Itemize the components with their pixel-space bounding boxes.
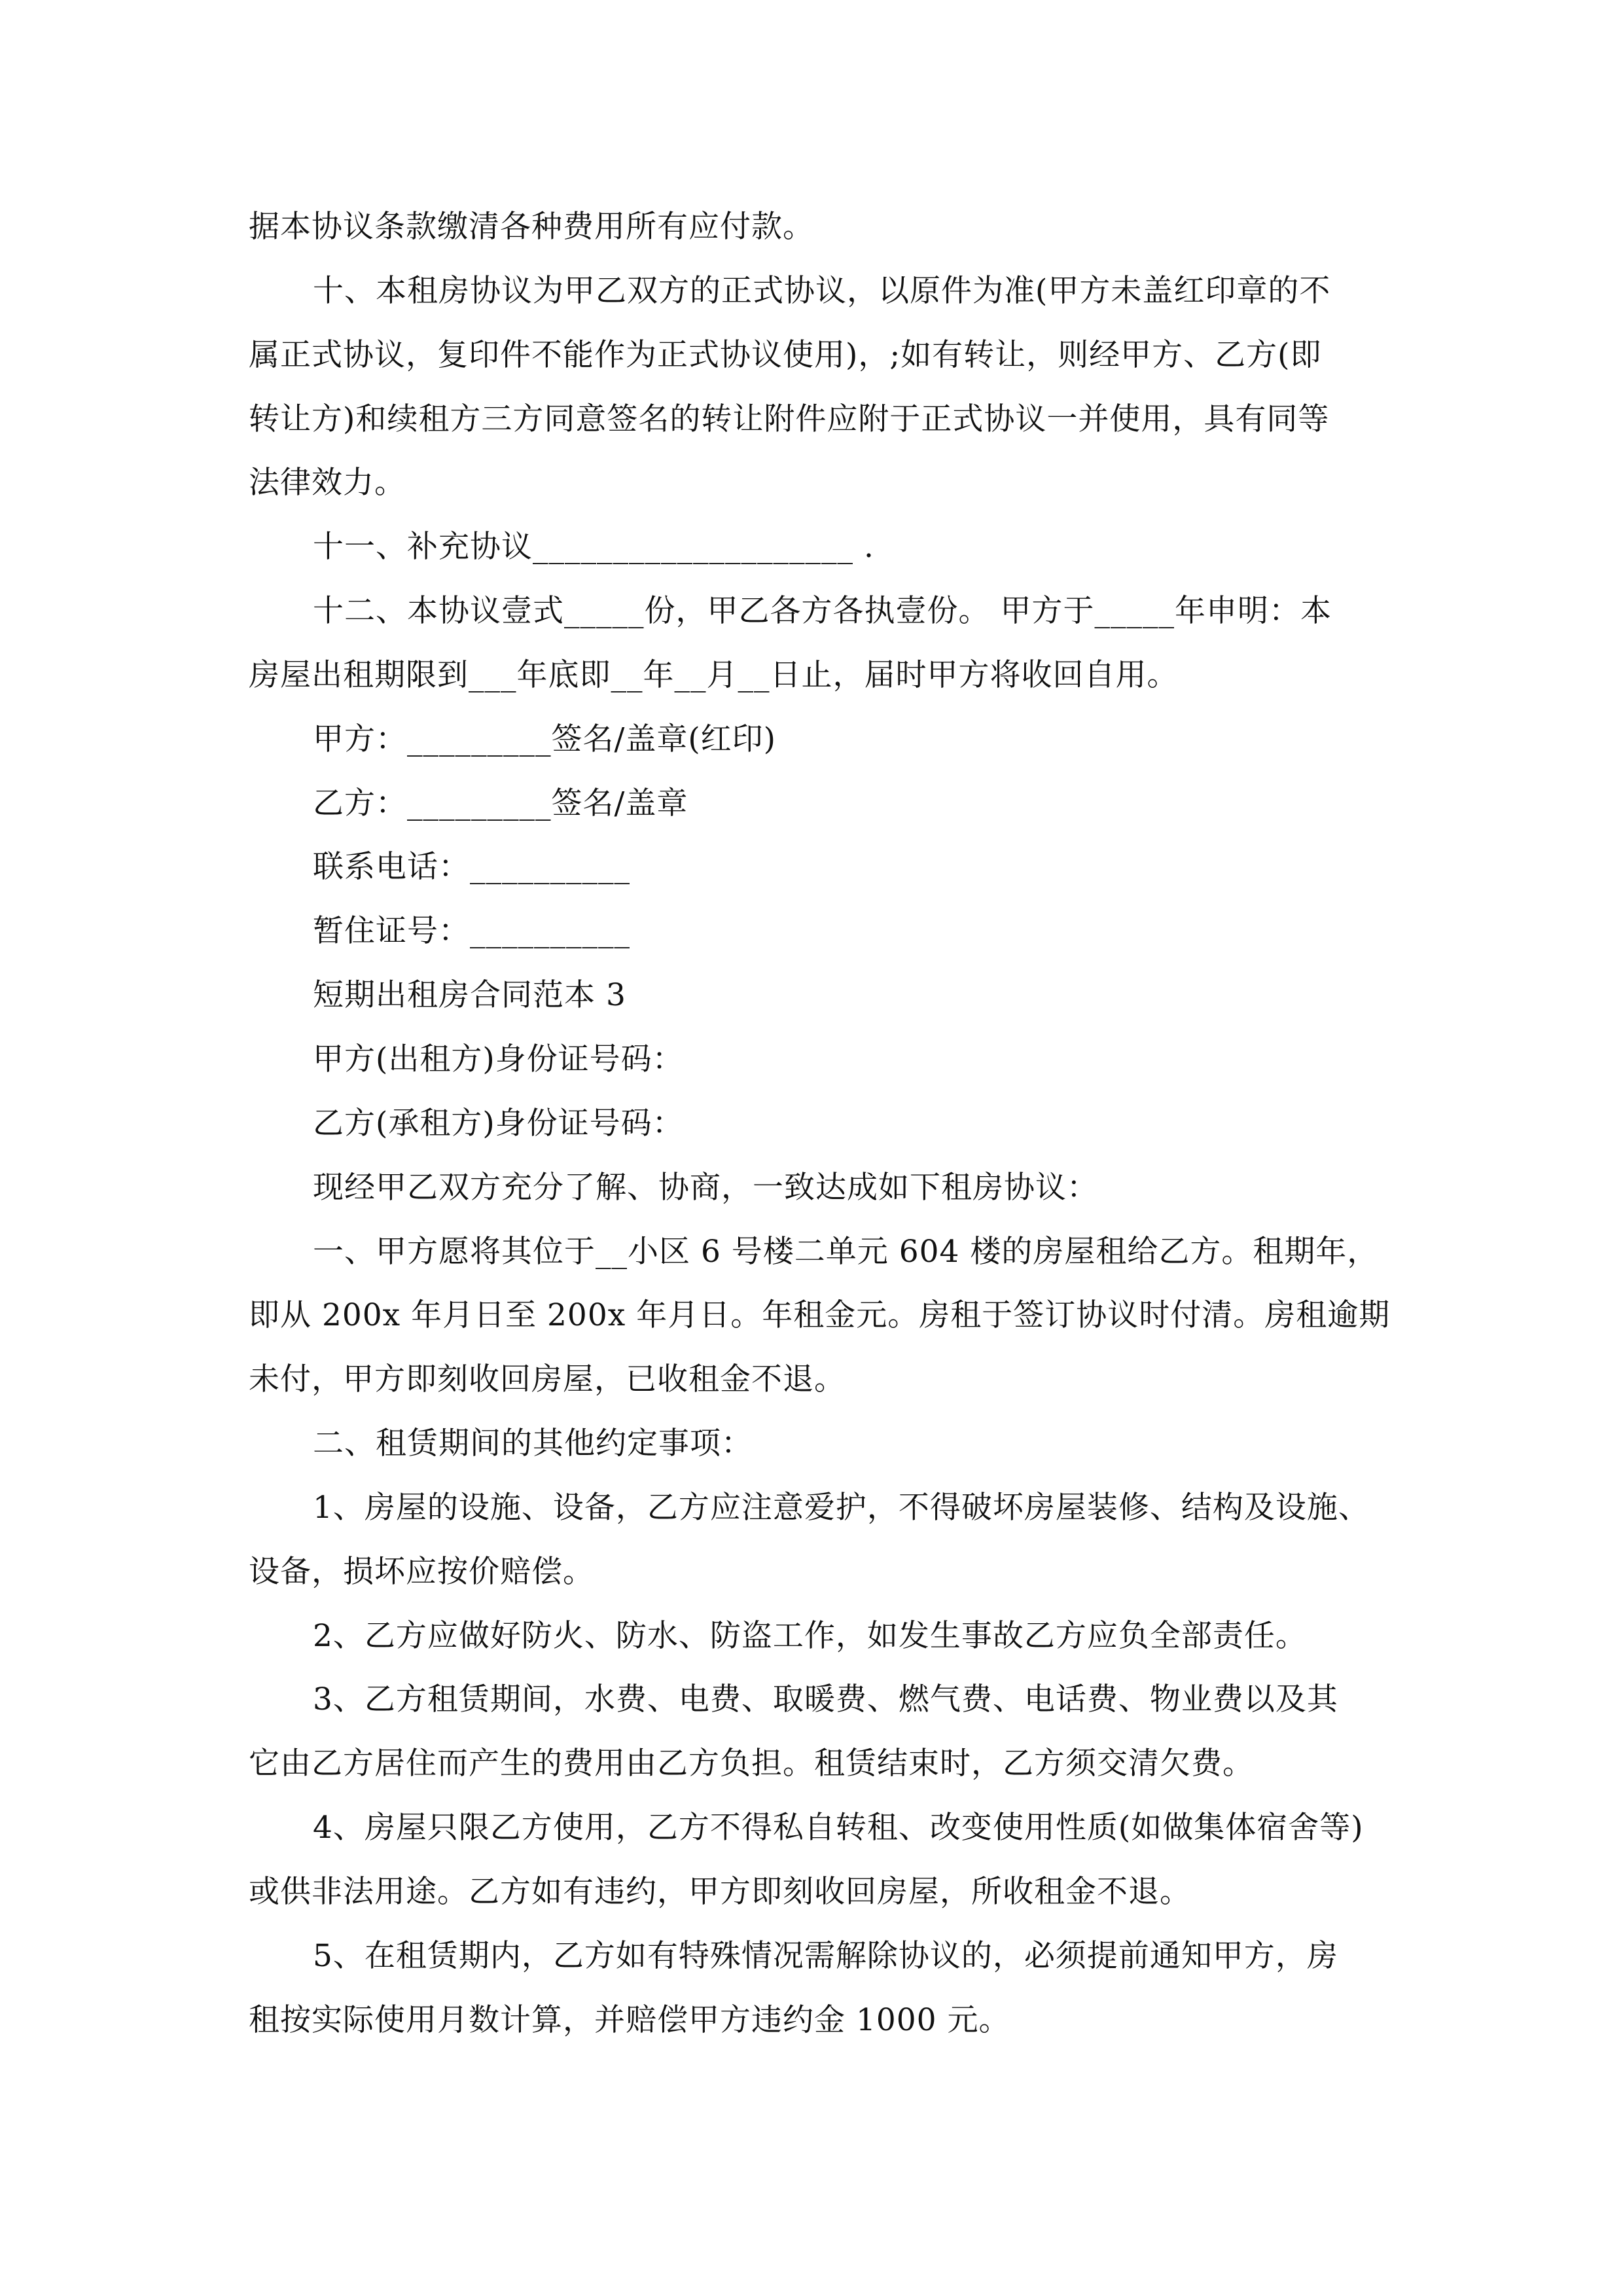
text-line: 它由乙方居住而产生的费用由乙方负担。租赁结束时，乙方须交清欠费。 xyxy=(249,1746,1254,1782)
text-line: 十一、补充协议____________________ . xyxy=(313,529,874,565)
text-line: 或供非法用途。乙方如有违约，甲方即刻收回房屋，所收租金不退。 xyxy=(249,1874,1191,1910)
text-line: 据本协议条款缴清各种费用所有应付款。 xyxy=(249,209,814,245)
text-line: 3、乙方租赁期间，水费、电费、取暖费、燃气费、电话费、物业费以及其 xyxy=(313,1681,1338,1717)
text-line: 即从 200x 年月日至 200x 年月日。年租金元。房租于签订协议时付清。房租逾期 xyxy=(249,1297,1391,1333)
text-line: 甲方(出租方)身份证号码： xyxy=(313,1041,684,1077)
text-line: 十、本租房协议为甲乙双方的正式协议，以原件为准(甲方未盖红印章的不 xyxy=(313,273,1331,309)
text-line: 暂住证号：__________ xyxy=(313,913,630,949)
text-line: 未付，甲方即刻收回房屋，已收租金不退。 xyxy=(249,1361,846,1397)
text-line: 十二、本协议壹式_____份，甲乙各方各执壹份。 甲方于_____年申明：本 xyxy=(313,593,1332,629)
section-heading: 短期出租房合同范本 3 xyxy=(313,977,626,1013)
text-line: 2、乙方应做好防火、防水、防盗工作，如发生事故乙方应负全部责任。 xyxy=(313,1618,1307,1654)
text-line: 联系电话：__________ xyxy=(313,849,630,885)
text-line: 设备，损坏应按价赔偿。 xyxy=(249,1554,594,1590)
text-line: 二、租赁期间的其他约定事项： xyxy=(313,1426,753,1462)
text-line: 一、甲方愿将其位于__小区 6 号楼二单元 604 楼的房屋租给乙方。租期年， xyxy=(313,1234,1379,1270)
text-line: 属正式协议，复印件不能作为正式协议使用)，;如有转让，则经甲方、乙方(即 xyxy=(249,337,1322,373)
text-line: 4、房屋只限乙方使用，乙方不得私自转租、改变使用性质(如做集体宿舍等) xyxy=(313,1810,1364,1846)
text-line: 现经甲乙双方充分了解、协商，一致达成如下租房协议： xyxy=(313,1170,1098,1206)
text-line: 转让方)和续租方三方同意签名的转让附件应附于正式协议一并使用，具有同等 xyxy=(249,401,1330,437)
text-line: 房屋出租期限到___年底即__年__月__日止，届时甲方将收回自用。 xyxy=(249,657,1179,693)
text-line: 乙方：_________签名/盖章 xyxy=(313,785,688,821)
text-line: 乙方(承租方)身份证号码： xyxy=(313,1105,684,1141)
text-line: 租按实际使用月数计算，并赔偿甲方违约金 1000 元。 xyxy=(249,2002,1010,2038)
text-line: 5、在租赁期内，乙方如有特殊情况需解除协议的，必须提前通知甲方，房 xyxy=(313,1938,1338,1974)
text-line: 法律效力。 xyxy=(249,465,406,501)
text-line: 甲方：_________签名/盖章(红印) xyxy=(313,721,777,757)
text-line: 1、房屋的设施、设备，乙方应注意爱护，不得破坏房屋装修、结构及设施、 xyxy=(313,1490,1370,1526)
